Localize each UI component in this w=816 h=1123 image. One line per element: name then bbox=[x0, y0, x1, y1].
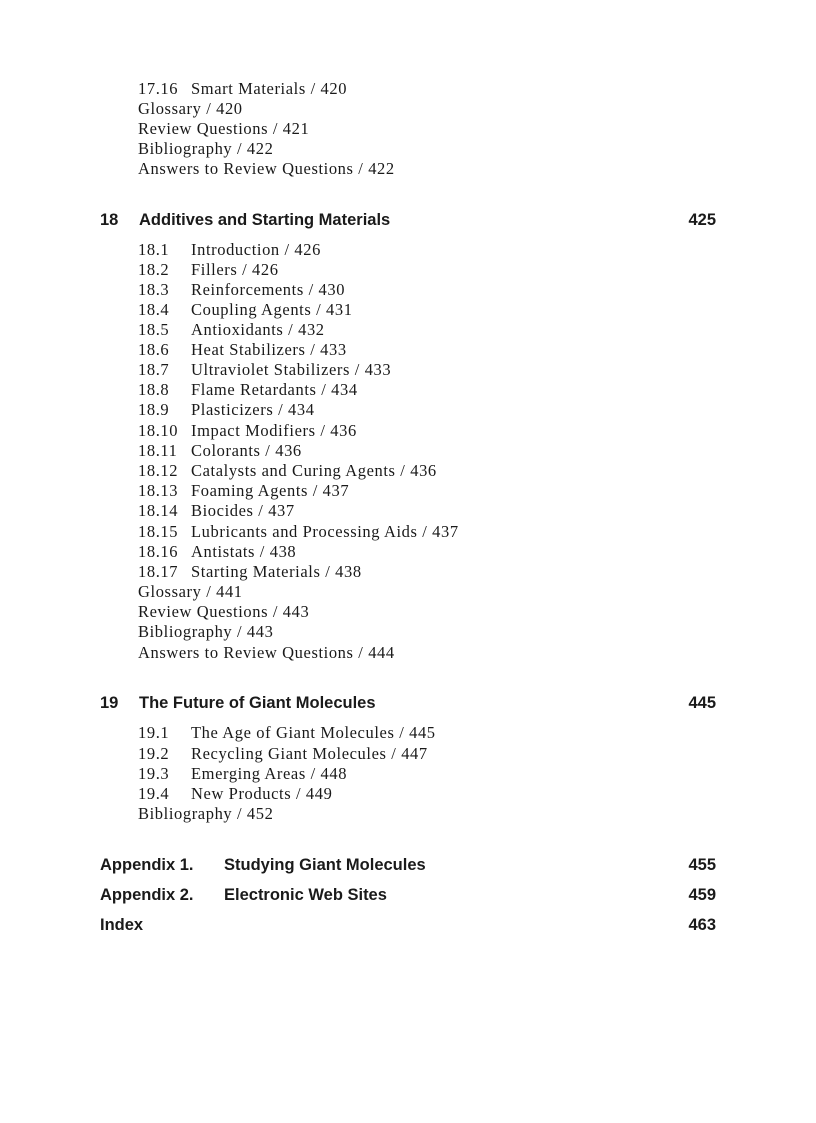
appendix-page: 455 bbox=[688, 856, 716, 874]
chapter-title: The Future of Giant Molecules bbox=[139, 694, 376, 712]
section-number: 18.3 bbox=[138, 280, 170, 299]
section-page: 431 bbox=[326, 300, 353, 319]
section-page: 447 bbox=[401, 744, 428, 763]
section-page: 432 bbox=[298, 320, 325, 339]
section-title: Catalysts and Curing Agents bbox=[191, 461, 396, 480]
toc-backmatter-17-answers: Answers to Review Questions / 422 bbox=[138, 159, 395, 178]
section-page: 438 bbox=[269, 542, 297, 561]
section-number: 18.7 bbox=[138, 360, 170, 379]
backmatter-title: Bibliography bbox=[138, 622, 233, 641]
section-page: 426 bbox=[294, 240, 321, 259]
backmatter-title: Bibliography bbox=[138, 139, 233, 158]
chapter-page: 425 bbox=[688, 211, 716, 229]
section-title: Ultraviolet Stabilizers bbox=[191, 360, 351, 379]
section-number: 18.11 bbox=[138, 441, 178, 460]
appendix-label: Appendix 2. bbox=[100, 886, 194, 904]
section-number: 18.9 bbox=[138, 400, 170, 419]
toc-backmatter-19-bibliography: Bibliography / 452 bbox=[138, 804, 274, 823]
section-page: 430 bbox=[318, 280, 346, 299]
toc-backmatter-17-review-questions: Review Questions / 421 bbox=[138, 119, 310, 138]
section-title: Coupling Agents bbox=[191, 300, 312, 319]
section-title: Colorants bbox=[191, 441, 261, 460]
toc-section-17-16: 17.16 Smart Materials / 420 bbox=[138, 79, 348, 98]
section-title: Reinforcements bbox=[191, 280, 304, 299]
section-page: 449 bbox=[305, 784, 333, 803]
section-page: 433 bbox=[320, 340, 347, 359]
toc-section-18-12: 18.12 Catalysts and Curing Agents / 436 bbox=[138, 461, 437, 480]
backmatter-title: Bibliography bbox=[138, 804, 233, 823]
appendix-title: Electronic Web Sites bbox=[224, 886, 387, 904]
toc-section-18-7: 18.7 Ultraviolet Stabilizers / 433 bbox=[138, 360, 392, 379]
section-page: 437 bbox=[322, 481, 350, 500]
section-title: Biocides bbox=[191, 501, 254, 520]
chapter-heading-19 bbox=[100, 693, 716, 713]
section-page: 436 bbox=[275, 441, 302, 460]
section-title: The Age of Giant Molecules bbox=[191, 723, 395, 742]
section-number: 18.16 bbox=[138, 542, 179, 561]
backmatter-page: 443 bbox=[282, 602, 310, 621]
toc-section-19-3: 19.3 Emerging Areas / 448 bbox=[138, 764, 348, 783]
section-title: Antistats bbox=[191, 542, 256, 561]
toc-section-18-15: 18.15 Lubricants and Processing Aids / 437 bbox=[138, 522, 459, 541]
toc-section-18-9: 18.9 Plasticizers / 434 bbox=[138, 400, 315, 419]
appendix-label: Appendix 1. bbox=[100, 856, 194, 874]
backmatter-title: Answers to Review Questions bbox=[138, 159, 354, 178]
section-number: 18.6 bbox=[138, 340, 170, 359]
section-title: Introduction bbox=[191, 240, 280, 259]
section-title: Heat Stabilizers bbox=[191, 340, 306, 359]
appendix-page: 459 bbox=[688, 886, 716, 904]
section-page: 448 bbox=[320, 764, 348, 783]
backmatter-page: 443 bbox=[246, 622, 274, 641]
toc-backmatter-17-bibliography: Bibliography / 422 bbox=[138, 139, 274, 158]
backmatter-page: 444 bbox=[368, 643, 395, 662]
section-page: 438 bbox=[335, 562, 362, 581]
section-number: 19.1 bbox=[138, 723, 170, 742]
section-page: 445 bbox=[409, 723, 436, 742]
section-title: Foaming Agents bbox=[191, 481, 309, 500]
section-page: 434 bbox=[331, 380, 358, 399]
backmatter-page: 452 bbox=[246, 804, 274, 823]
section-number: 18.13 bbox=[138, 481, 179, 500]
toc-section-19-2: 19.2 Recycling Giant Molecules / 447 bbox=[138, 744, 428, 763]
toc-section-18-4: 18.4 Coupling Agents / 431 bbox=[138, 300, 353, 319]
toc-section-18-2: 18.2 Fillers / 426 bbox=[138, 260, 279, 279]
toc-section-18-17: 18.17 Starting Materials / 438 bbox=[138, 562, 362, 581]
section-number: 19.2 bbox=[138, 744, 170, 763]
chapter-number: 18 bbox=[100, 211, 119, 229]
backmatter-title: Answers to Review Questions bbox=[138, 643, 354, 662]
backmatter-title: Review Questions bbox=[138, 602, 269, 621]
section-title: Flame Retardants bbox=[191, 380, 317, 399]
section-page: 436 bbox=[330, 421, 357, 440]
section-title: Emerging Areas bbox=[191, 764, 306, 783]
index-page: 463 bbox=[688, 916, 716, 934]
index-title: Index bbox=[100, 916, 144, 934]
section-page: 434 bbox=[288, 400, 315, 419]
section-number: 18.4 bbox=[138, 300, 170, 319]
section-number: 18.14 bbox=[138, 501, 179, 520]
toc-section-18-13: 18.13 Foaming Agents / 437 bbox=[138, 481, 350, 500]
toc-backmatter-18-glossary: Glossary / 441 bbox=[138, 582, 243, 601]
backmatter-page: 441 bbox=[216, 582, 243, 601]
chapter-heading-18 bbox=[100, 210, 716, 230]
section-number: 19.3 bbox=[138, 764, 170, 783]
section-page: 420 bbox=[320, 79, 348, 98]
section-number: 18.10 bbox=[138, 421, 179, 440]
backmatter-page: 422 bbox=[246, 139, 274, 158]
backmatter-page: 421 bbox=[282, 119, 310, 138]
toc-section-18-16: 18.16 Antistats / 438 bbox=[138, 542, 297, 561]
toc-section-18-5: 18.5 Antioxidants / 432 bbox=[138, 320, 325, 339]
section-title: Antioxidants bbox=[191, 320, 284, 339]
toc-backmatter-18-bibliography: Bibliography / 443 bbox=[138, 622, 274, 641]
section-number: 18.8 bbox=[138, 380, 170, 399]
section-title: Smart Materials bbox=[191, 79, 306, 98]
section-title: Lubricants and Processing Aids bbox=[191, 522, 418, 541]
appendix-1-heading bbox=[100, 855, 716, 875]
section-number: 18.17 bbox=[138, 562, 179, 581]
section-number: 18.2 bbox=[138, 260, 170, 279]
section-title: Starting Materials bbox=[191, 562, 321, 581]
section-page: 437 bbox=[432, 522, 459, 541]
toc-section-18-6: 18.6 Heat Stabilizers / 433 bbox=[138, 340, 347, 359]
index-heading bbox=[100, 915, 716, 935]
toc-section-18-1: 18.1 Introduction / 426 bbox=[138, 240, 321, 259]
section-page: 433 bbox=[364, 360, 392, 379]
section-number: 19.4 bbox=[138, 784, 170, 803]
section-title: Fillers bbox=[191, 260, 238, 279]
backmatter-page: 420 bbox=[216, 99, 243, 118]
toc-section-18-11: 18.11 Colorants / 436 bbox=[138, 441, 302, 460]
section-page: 426 bbox=[252, 260, 279, 279]
appendix-title: Studying Giant Molecules bbox=[224, 856, 426, 874]
backmatter-title: Glossary bbox=[138, 99, 202, 118]
toc-backmatter-18-review-questions: Review Questions / 443 bbox=[138, 602, 310, 621]
section-title: Plasticizers bbox=[191, 400, 274, 419]
toc-section-18-14: 18.14 Biocides / 437 bbox=[138, 501, 295, 520]
toc-backmatter-17-glossary: Glossary / 420 bbox=[138, 99, 243, 118]
section-title: Recycling Giant Molecules bbox=[191, 744, 387, 763]
section-number: 18.1 bbox=[138, 240, 170, 259]
toc-backmatter-18-answers: Answers to Review Questions / 444 bbox=[138, 643, 395, 662]
appendix-2-heading bbox=[100, 885, 716, 905]
chapter-title: Additives and Starting Materials bbox=[139, 211, 391, 229]
backmatter-title: Review Questions bbox=[138, 119, 269, 138]
section-page: 436 bbox=[410, 461, 437, 480]
backmatter-title: Glossary bbox=[138, 582, 202, 601]
section-number: 18.12 bbox=[138, 461, 179, 480]
toc-section-19-1: 19.1 The Age of Giant Molecules / 445 bbox=[138, 723, 436, 742]
toc-section-18-3: 18.3 Reinforcements / 430 bbox=[138, 280, 346, 299]
section-title: Impact Modifiers bbox=[191, 421, 316, 440]
section-number: 17.16 bbox=[138, 79, 179, 98]
toc-section-18-10: 18.10 Impact Modifiers / 436 bbox=[138, 421, 357, 440]
toc-section-19-4: 19.4 New Products / 449 bbox=[138, 784, 333, 803]
section-page: 437 bbox=[268, 501, 295, 520]
chapter-number: 19 bbox=[100, 694, 119, 712]
section-title: New Products bbox=[191, 784, 292, 803]
backmatter-page: 422 bbox=[368, 159, 395, 178]
section-number: 18.5 bbox=[138, 320, 170, 339]
chapter-page: 445 bbox=[688, 694, 716, 712]
toc-section-18-8: 18.8 Flame Retardants / 434 bbox=[138, 380, 358, 399]
section-number: 18.15 bbox=[138, 522, 179, 541]
